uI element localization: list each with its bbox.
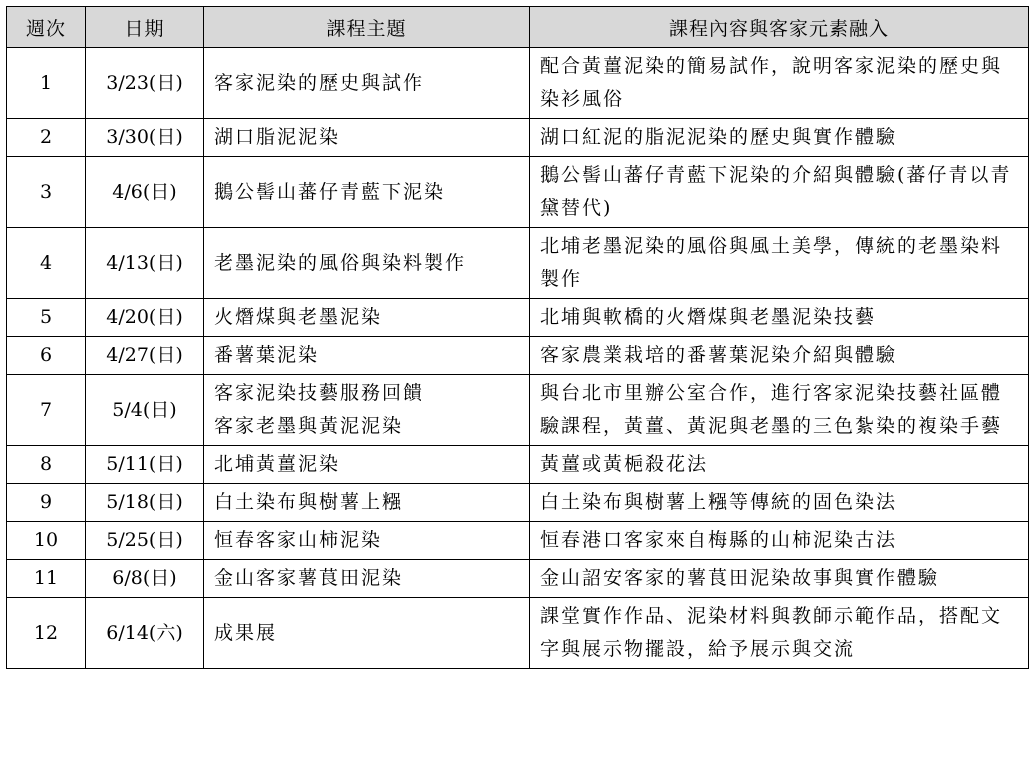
topic-cell xyxy=(204,446,530,484)
topic-cell xyxy=(204,598,530,669)
topic-cell xyxy=(204,299,530,337)
topic-cell xyxy=(204,484,530,522)
header-content: 課程內容與客家元素融入 xyxy=(530,7,1029,48)
topic-cell xyxy=(204,375,530,446)
week-cell: 4 xyxy=(7,228,86,299)
content-cell: 課堂實作作品、泥染材料與教師示範作品，搭配文字與展示物擺設，給予展示與交流 xyxy=(530,598,1029,669)
topic-line: 湖口脂泥泥染 xyxy=(214,126,341,148)
week-cell: 8 xyxy=(7,446,86,484)
content-cell: 與台北市里辦公室合作，進行客家泥染技藝社區體驗課程，黃薑、黃泥與老墨的三色紮染的複染手藝 xyxy=(530,375,1029,446)
course-schedule-table xyxy=(6,6,1029,669)
topic-line: 白土染布與樹薯上糨 xyxy=(214,491,404,513)
table-row xyxy=(7,446,1029,484)
topic-line: 客家泥染技藝服務回饋 xyxy=(214,382,425,404)
topic-line: 恒春客家山柿泥染 xyxy=(214,529,383,551)
topic-line: 客家老墨與黃泥泥染 xyxy=(214,415,404,437)
topic-line: 鵝公髻山蕃仔青藍下泥染 xyxy=(214,180,446,203)
topic-line: 老墨泥染的風俗與染料製作 xyxy=(214,251,467,274)
week-cell: 1 xyxy=(7,48,86,119)
date-cell: 4/27(日) xyxy=(86,337,204,375)
date-cell: 6/8(日) xyxy=(86,560,204,598)
week-cell: 10 xyxy=(7,522,86,560)
date-cell: 5/11(日) xyxy=(86,446,204,484)
topic-cell xyxy=(204,337,530,375)
topic-cell xyxy=(204,119,530,157)
table-row xyxy=(7,522,1029,560)
date-cell: 5/18(日) xyxy=(86,484,204,522)
table-row xyxy=(7,337,1029,375)
topic-cell xyxy=(204,560,530,598)
topic-line: 成果展 xyxy=(214,621,278,644)
table-row xyxy=(7,484,1029,522)
header-row xyxy=(7,7,1029,48)
header-week: 週次 xyxy=(7,7,86,48)
content-cell: 客家農業栽培的番薯葉泥染介紹與體驗 xyxy=(530,337,1029,375)
table-row xyxy=(7,228,1029,299)
topic-cell xyxy=(204,522,530,560)
table-row xyxy=(7,119,1029,157)
topic-cell xyxy=(204,48,530,119)
content-cell: 金山詔安客家的薯茛田泥染故事與實作體驗 xyxy=(530,560,1029,598)
date-cell: 6/14(六) xyxy=(86,598,204,669)
date-cell: 4/20(日) xyxy=(86,299,204,337)
week-cell: 5 xyxy=(7,299,86,337)
content-cell: 北埔老墨泥染的風俗與風土美學，傳統的老墨染料製作 xyxy=(530,228,1029,299)
header-topic: 課程主題 xyxy=(204,7,530,48)
week-cell: 7 xyxy=(7,375,86,446)
date-cell: 3/30(日) xyxy=(86,119,204,157)
content-cell: 黃薑或黃梔殺花法 xyxy=(530,446,1029,484)
week-cell: 6 xyxy=(7,337,86,375)
table-row xyxy=(7,299,1029,337)
topic-line: 客家泥染的歷史與試作 xyxy=(214,71,425,94)
date-cell: 5/4(日) xyxy=(86,375,204,446)
content-cell: 鵝公髻山蕃仔青藍下泥染的介紹與體驗(蕃仔青以青黛替代) xyxy=(530,157,1029,228)
topic-line: 番薯葉泥染 xyxy=(214,344,320,366)
topic-line: 金山客家薯茛田泥染 xyxy=(214,567,404,589)
table-row xyxy=(7,375,1029,446)
topic-line: 火熸煤與老墨泥染 xyxy=(214,306,383,328)
week-cell: 9 xyxy=(7,484,86,522)
content-cell: 白土染布與樹薯上糨等傳統的固色染法 xyxy=(530,484,1029,522)
week-cell: 11 xyxy=(7,560,86,598)
week-cell: 3 xyxy=(7,157,86,228)
content-cell: 配合黃薑泥染的簡易試作，說明客家泥染的歷史與染衫風俗 xyxy=(530,48,1029,119)
content-cell: 北埔與軟橋的火熸煤與老墨泥染技藝 xyxy=(530,299,1029,337)
week-cell: 12 xyxy=(7,598,86,669)
date-cell: 4/6(日) xyxy=(86,157,204,228)
date-cell: 5/25(日) xyxy=(86,522,204,560)
week-cell: 2 xyxy=(7,119,86,157)
content-cell: 恒春港口客家來自梅縣的山柿泥染古法 xyxy=(530,522,1029,560)
content-cell: 湖口紅泥的脂泥泥染的歷史與實作體驗 xyxy=(530,119,1029,157)
table-row xyxy=(7,157,1029,228)
topic-line: 北埔黃薑泥染 xyxy=(214,453,341,475)
table-row xyxy=(7,560,1029,598)
table-row xyxy=(7,598,1029,669)
topic-cell xyxy=(204,157,530,228)
topic-cell xyxy=(204,228,530,299)
table-row xyxy=(7,48,1029,119)
date-cell: 4/13(日) xyxy=(86,228,204,299)
date-cell: 3/23(日) xyxy=(86,48,204,119)
header-date: 日期 xyxy=(86,7,204,48)
